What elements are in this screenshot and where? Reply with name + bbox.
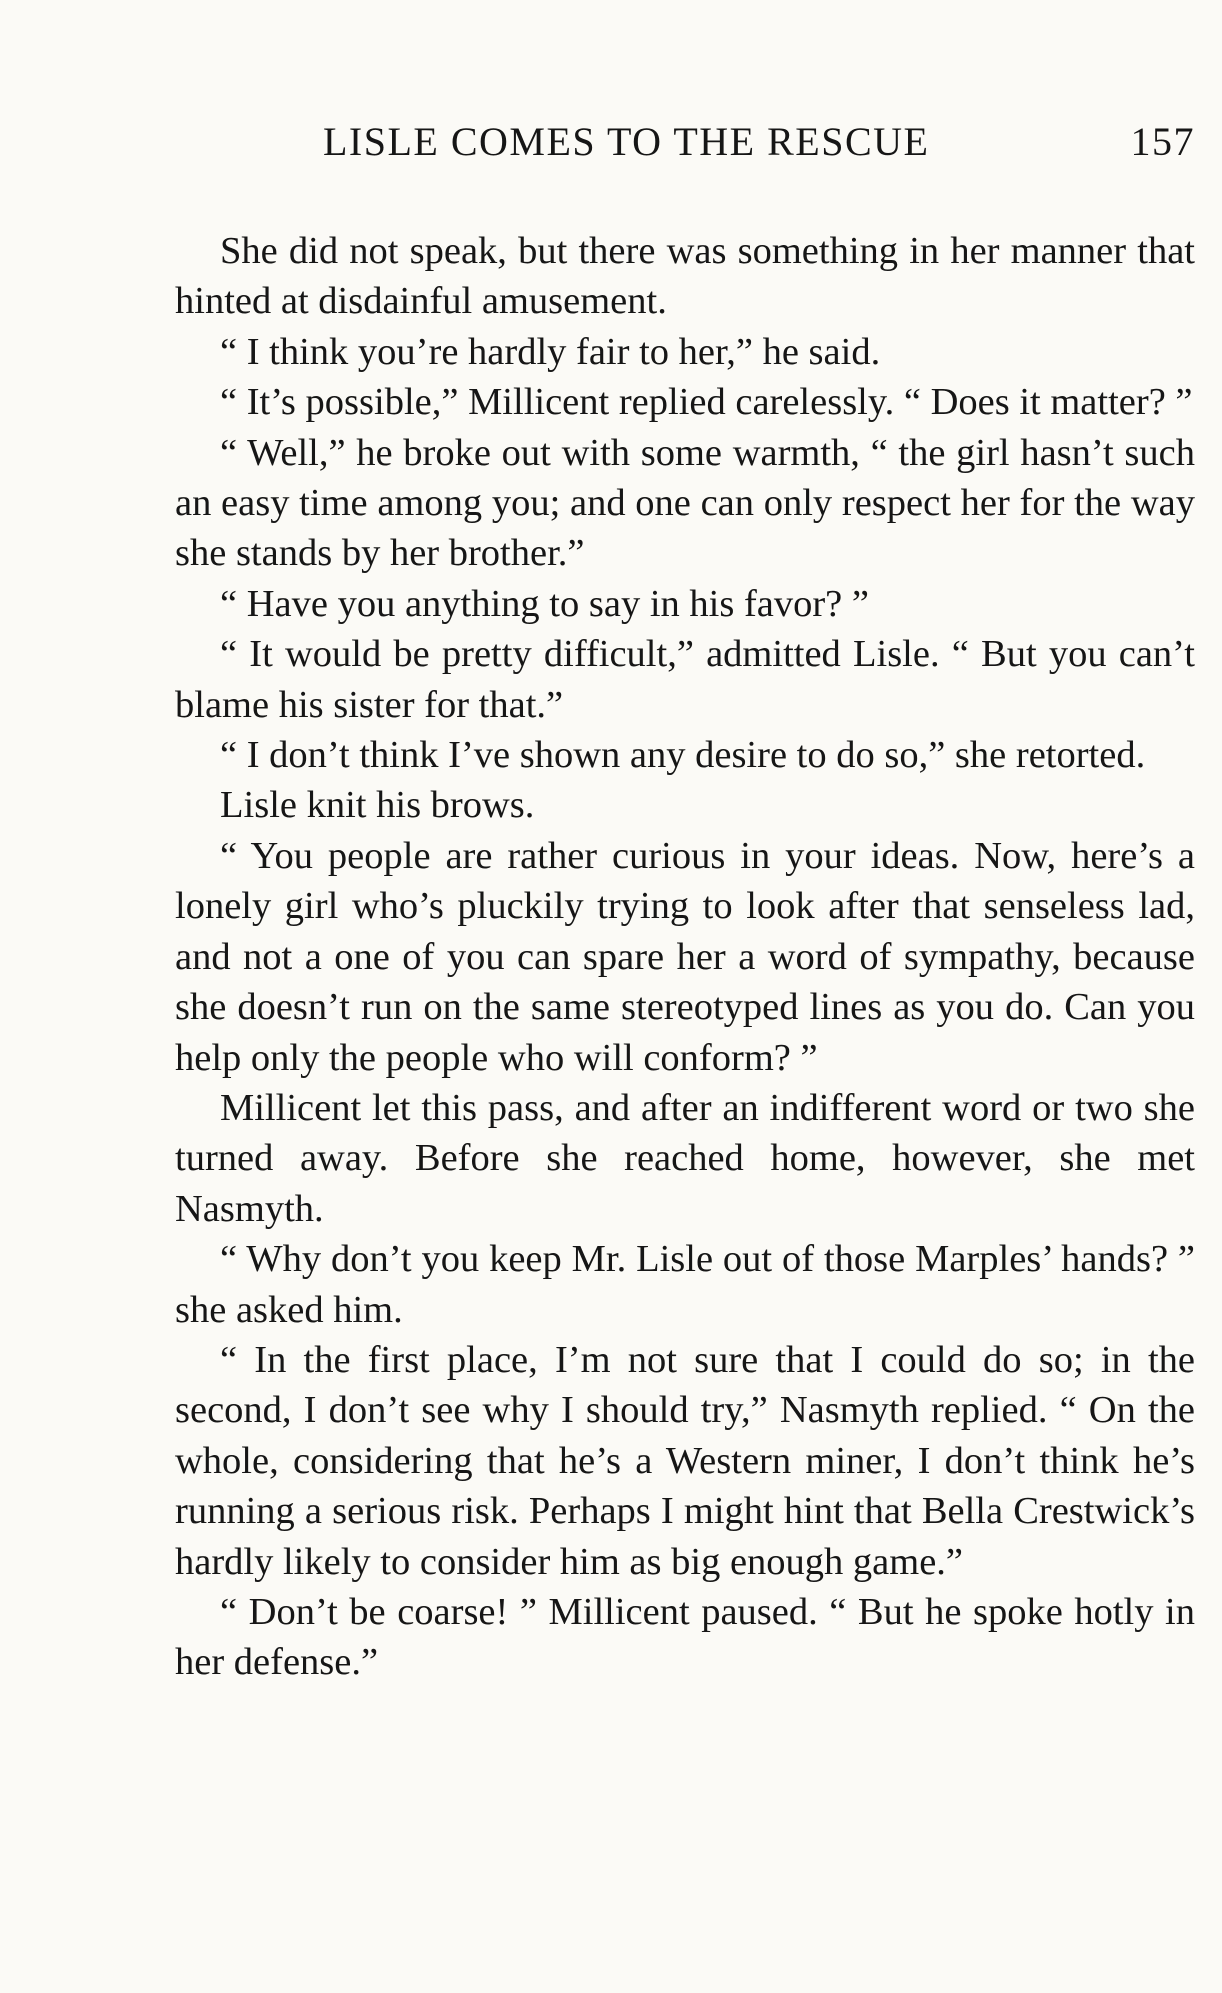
paragraph: Lisle knit his brows. [220, 784, 535, 827]
page-header [175, 118, 1195, 178]
paragraph: Millicent let this pass, and after an indifferent word or two she turned away. Before she reached home, however, she met Nasmyth. [175, 1086, 1195, 1230]
paragraph: She did not speak, but there was something in her manner that hinted at disdainful amusement. [175, 230, 1195, 323]
paragraph: “ Why don’t you keep Mr. Lisle out of those Marples’ hands? ” she asked him. [175, 1238, 1195, 1331]
running-title: LISLE COMES TO THE RESCUE [323, 119, 930, 164]
paragraph: “ You people are rather curious in your ideas. Now, here’s a lonely girl who’s pluckily trying to look after that senseless lad, and not a one of you can spare her a word of sympathy, because she doesn’t run on the same stereotyped lines as you do. Can you help only the people who will conform? ” [175, 834, 1195, 1079]
paragraph: “ I think you’re hardly fair to her,” he said. [220, 330, 881, 373]
page-number: 157 [1130, 119, 1195, 164]
book-page [175, 118, 1195, 1688]
paragraph: “ Don’t be coarse! ” Millicent paused. “ But he spoke hotly in her defense.” [175, 1590, 1195, 1684]
paragraph: “ I don’t think I’ve shown any desire to do so,” she retorted. [220, 734, 1146, 777]
paragraph: “ It would be pretty difficult,” admitted Lisle. “ But you can’t blame his sister for that.” [175, 633, 1195, 726]
paragraph: “ Well,” he broke out with some warmth, “ the girl hasn’t such an easy time among you; and one can only respect her for the way she stands by her brother.” [175, 431, 1195, 575]
paragraph: “ In the first place, I’m not sure that I could do so; in the second, I don’t see why I should try,” Nasmyth replied. “ On the whole, considering that he’s a Western miner, I don’t think he’s running a serious risk. Perhaps I might hint that Bella Crestwick’s hardly likely to consider him as big enough game.” [175, 1338, 1195, 1583]
paragraph: “ It’s possible,” Millicent replied carelessly. “ Does it matter? ” [220, 381, 1193, 424]
paragraph: “ Have you anything to say in his favor? ” [220, 582, 869, 625]
body-text [175, 226, 1195, 1688]
